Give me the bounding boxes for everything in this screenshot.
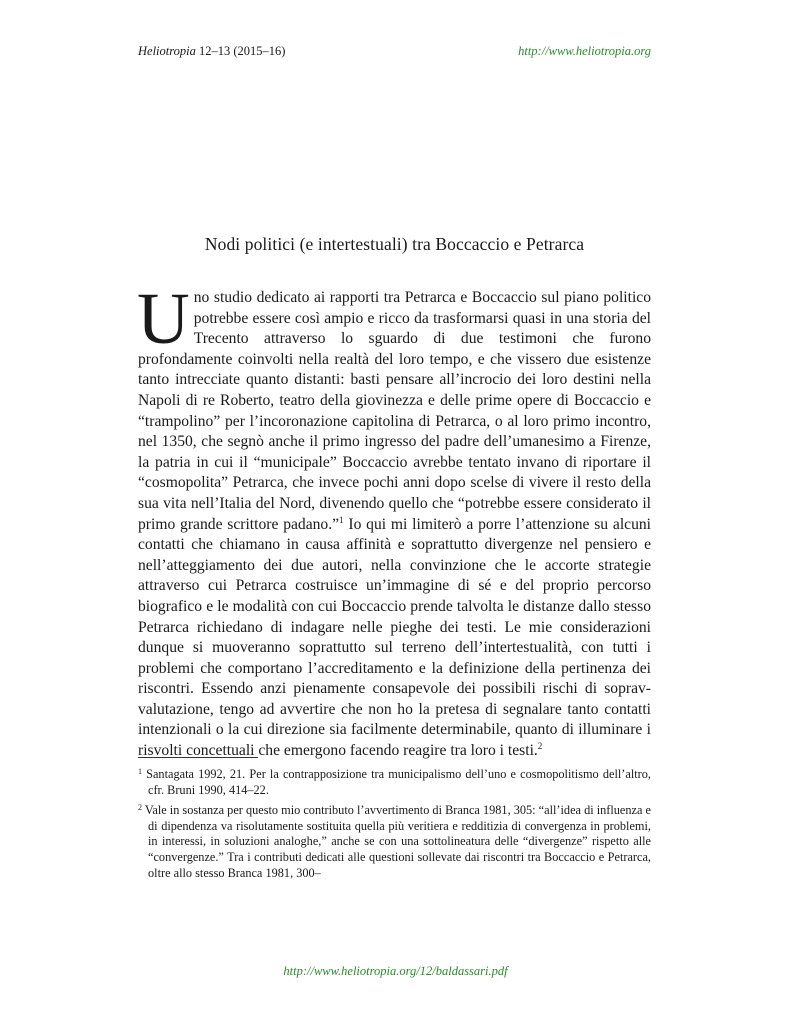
article-title: Nodi politici (e intertestuali) tra Boccaccio e Petrarca <box>204 234 585 254</box>
footnote-2 <box>138 803 651 881</box>
header-url-link[interactable]: http://www.heliotropia.org <box>518 44 651 58</box>
journal-issue: 12–13 (2015–16) <box>195 44 286 58</box>
footnote-text-1: Santagata 1992, 21. Per la contrapposizione tra municipalismo dell’uno e cosmopolitismo dell’altro, cfr. Bruni 1990, 414–22. <box>142 767 651 797</box>
footnote-number-2: 2 <box>138 803 142 813</box>
body-paragraph-part-2: Io qui mi limiterò a porre l’attenzione su alcuni contatti che chiamano in causa affinità e soprattutto divergenze nel pensiero e nell’atteggiamento dei due autori, nella convinzione che le accorte strategie attraverso cui Petrarca costruisce un’immagine di sé e del proprio percorso biografico e le modalità con cui Boccaccio prende talvolta le distanze dallo stesso Petrarca richiedano di indagare nelle pieghe dei testi. Le mie considerazioni dunque si muoveranno soprattutto sul terreno dell’intertestualità, con tutti i problemi che comportano l’accreditamento e la definizione della pertinenza dei riscontri. Essendo anzi pienamente consapevole dei possibili rischi di sopravvalutazione, tengo ad avvertire che non ho la pretesa di segnalare tanto contatti intenzionali o la cui direzione sia facilmente determinabile, quanto di illuminare i risvolti concettuali che emergono facendo reagire tra loro i testi. <box>138 515 651 760</box>
journal-citation <box>138 44 285 59</box>
journal-name: Heliotropia <box>138 44 196 58</box>
body-paragraph-part-1: no studio dedicato ai rapporti tra Petrarca e Boccaccio sul piano politico potrebbe essere così ampio e ricco da trasformarsi quasi in una storia del Trecento attraverso lo sguardo di due testimoni che furono profondamente coinvolti nella realtà del loro tempo, e che vissero due esistenze tanto intrecciate quanto distanti: basti pensare all’incrocio dei loro destini nella Napoli di re Roberto, teatro della giovinezza e delle prime opere di Boccaccio e “trampolino” per l’incoronazione capitolina di Petrarca, o al loro primo incontro, nel 1350, che segnò anche il primo ingresso del padre dell’umanesimo a Firenze, la patria in cui il “municipale” Boccaccio avrebbe tentato invano di riportare il “cosmopolita” Petrarca, che invece pochi anni dopo scelse di vivere il resto della sua vita nell’Italia del Nord, divenendo quello che “potrebbe essere considerato il primo grande scrittore padano.” <box>138 289 651 533</box>
drop-cap-letter: U <box>137 278 190 359</box>
footer-url-link[interactable]: http://www.heliotropia.org/12/baldassari.pdf <box>283 964 508 978</box>
footnote-divider <box>138 757 258 758</box>
footnotes <box>138 767 651 886</box>
footnote-text-2: Vale in sostanza per questo mio contributo l’avvertimento di Branca 1981, 305: “all’idea di influenza e di dipendenza va risolutamente sostituita quella più veritiera e redditizia di convergenza in problemi, in interessi, in soluzioni analoghe,” anche se con una sottolineatura delle “divergenze” rispetto alle “convergenze.” Tra i contributi dedicati alle questioni sollevate dai riscontri tra Boccaccio e Petrarca, oltre allo stesso Branca 1981, 300– <box>142 803 651 880</box>
footnote-number-1: 1 <box>138 767 142 776</box>
footnote-1 <box>138 767 651 798</box>
running-header <box>138 44 651 62</box>
footnote-ref-1[interactable]: 1 <box>339 514 344 525</box>
footnote-ref-2[interactable]: 2 <box>537 741 543 752</box>
article-body <box>137 278 651 762</box>
